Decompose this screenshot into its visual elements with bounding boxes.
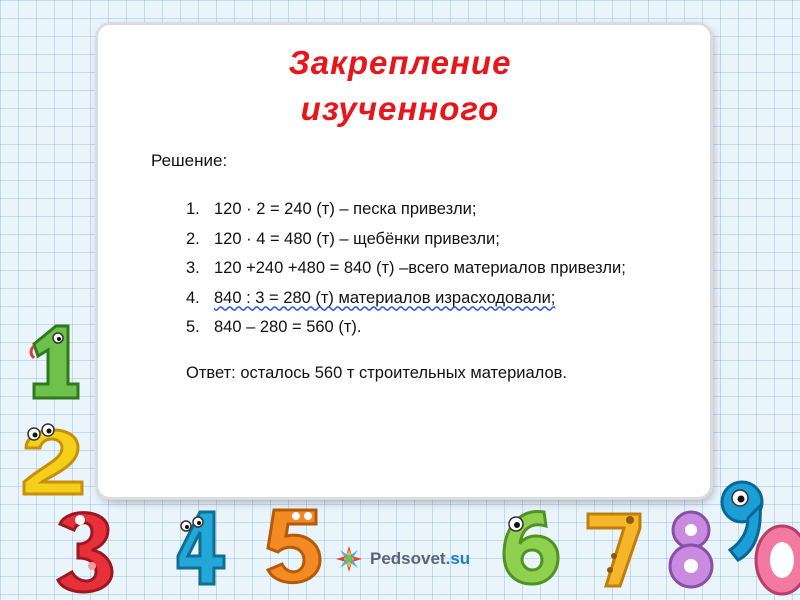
- digit-6-character-icon: [498, 504, 564, 588]
- solution-step: [186, 230, 626, 260]
- digit-3-character-icon: [52, 506, 116, 596]
- digit-4-character-icon: [174, 506, 230, 590]
- pedsovet-flower-icon: [334, 544, 364, 574]
- pedsovet-logo-text: [370, 549, 470, 569]
- digit-5-character-icon: [262, 504, 324, 590]
- solution-step: [186, 289, 626, 319]
- step-number: 3.: [186, 259, 200, 277]
- solution-step: [186, 200, 626, 230]
- digit-1-character-icon: [22, 322, 82, 402]
- step-text: 840 – 280 = 560 (т).: [214, 318, 362, 336]
- title-line-1: Закрепление: [288, 44, 512, 81]
- step-number: 5.: [186, 318, 200, 336]
- solution-step: [186, 318, 626, 348]
- step-number: 4.: [186, 288, 200, 307]
- solution-heading: Решение:: [151, 151, 228, 170]
- solution-box: [138, 142, 656, 396]
- digit-0-character-icon: [752, 516, 800, 600]
- logo-suffix: .su: [445, 549, 471, 568]
- step-number: 2.: [186, 229, 200, 248]
- step-text: 120 +240 +480 = 840 (т) –всего материалов привезли;: [214, 259, 626, 277]
- solution-step: [186, 259, 626, 289]
- solution-steps: [186, 200, 626, 348]
- digit-2-character-icon: [18, 420, 90, 498]
- step-text: 120 · 4 = 480 (т) – щебёнки привезли;: [214, 229, 500, 248]
- step-text: 120 · 2 = 240 (т) – песка привезли;: [214, 200, 477, 218]
- step-number: 1.: [186, 200, 200, 218]
- title-line-2: изученного: [300, 90, 500, 127]
- solution-answer: Ответ: осталось 560 т строительных материалов.: [186, 364, 567, 382]
- digit-8-character-icon: [662, 506, 720, 590]
- logo-main: Pedsovet: [370, 549, 446, 568]
- step-text: 840 : 3 = 280 (т) материалов израсходовали;: [214, 288, 556, 307]
- digit-7-character-icon: [584, 506, 644, 590]
- pedsovet-logo: [334, 544, 470, 574]
